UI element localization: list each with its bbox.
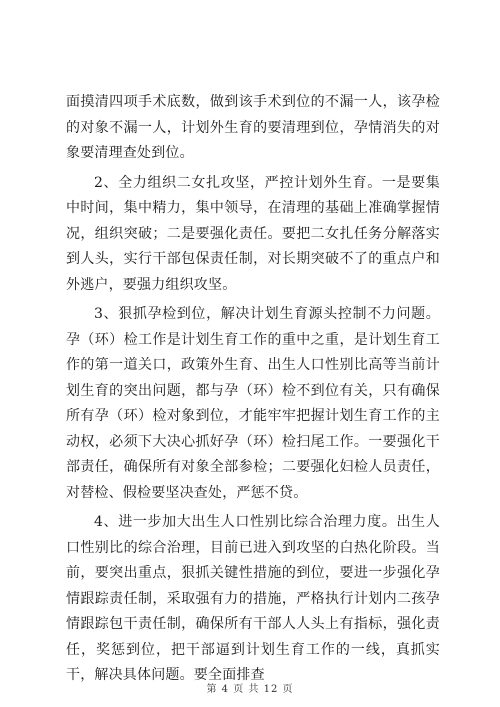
paragraph-continuation: 面摸清四项手术底数，做到该手术到位的不漏一人，该孕检的对象不漏一人，计划外生育的要清理到位，孕情消失的对象要清理查处到位。 <box>66 94 440 161</box>
paragraph-item-4: 4、进一步加大出生人口性别比综合治理力度。出生人口性别比的综合治理，目前已进入到攻坚的白热化阶段。当前，要突出重点，狠抓关键性措施的到位，要进一步强化孕情跟踪责任制，采取强有力的措施，严格执行计划内二孩孕情跟踪包干责任制，确保所有干部人人头上有指标，强化责任，奖惩到位，把干部逼到计划生育工作的一线，真抓实干，解决具体问题。要全面排查 <box>66 514 440 683</box>
paragraph-item-2: 2、全力组织二女扎攻坚，严控计划外生育。一是要集中时间，集中精力，集中领导，在清理的基础上准确掌握情况，组织突破；二是要强化责任。要把二女扎任务分解落实到人头，实行干部包保责任制，对长期突破不了的重点户和外逃户，要强力组织攻坚。 <box>66 174 440 293</box>
paragraph-item-3: 3、狠抓孕检到位，解决计划生育源头控制不力问题。孕（环）检工作是计划生育工作的重中之重，是计划生育工作的第一道关口，政策外生育、出生人口性别比高等当前计划生育的突出问题，都与孕（环）检不到位有关，只有确保所有孕（环）检对象到位，才能牢牢把握计划生育工作的主动权，必须下大决心抓好孕（环）检扫尾工作。一要强化干部责任，确保所有对象全部参检；二要强化妇检人员责任，对替检、假检要坚决查处，严惩不贷。 <box>66 306 440 501</box>
document-body <box>66 90 440 693</box>
page-number-footer: 第 4 页 共 12 页 <box>206 684 294 695</box>
